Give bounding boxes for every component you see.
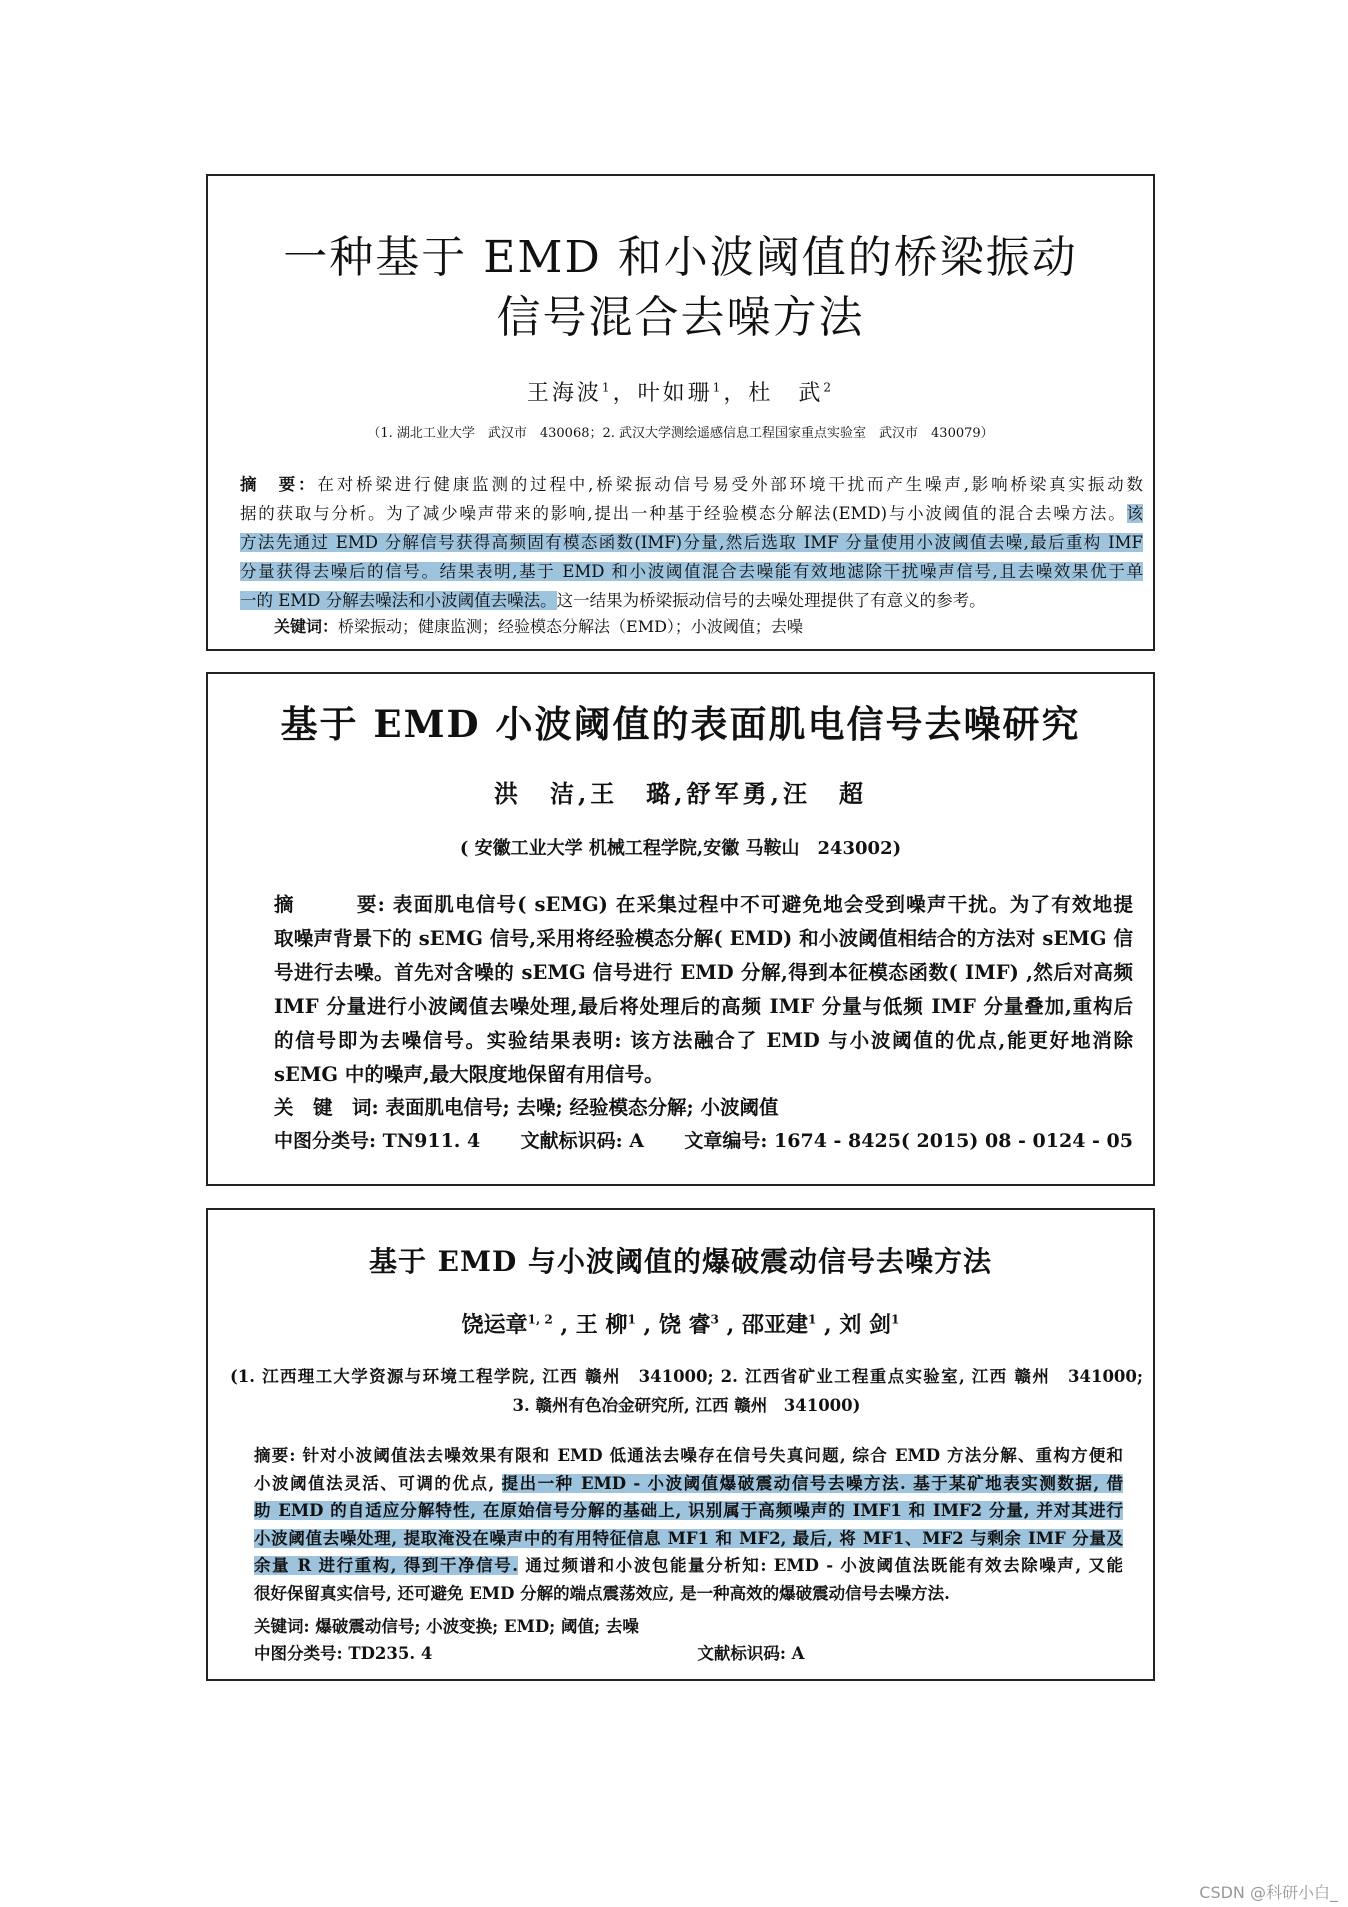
abstract-line	[254, 1442, 1123, 1470]
keywords-label: 关键词：	[274, 617, 339, 636]
abstract-text: 小波阈值法灵活、可调的优点,	[254, 1473, 502, 1493]
document-code: 文献标识码: A	[520, 1130, 645, 1152]
highlighted-text: 小波阈值去噪处理, 提取淹没在噪声中的有用特征信息 MF1 和 MF2, 最后, 将 MF1、MF2 与剩余 IMF 分量及	[254, 1528, 1123, 1548]
classification-row	[274, 1126, 1133, 1153]
paper-title	[208, 228, 1153, 348]
classification-row	[254, 1640, 804, 1664]
keywords-text: 表面肌电信号; 去噪; 经验模态分解; 小波阈值	[385, 1096, 779, 1119]
abstract-line	[240, 528, 1143, 557]
authors: 洪 洁,王 璐,舒军勇,汪 超	[493, 779, 868, 808]
abstract	[274, 888, 1133, 1092]
document-code: 文献标识码: A	[697, 1644, 805, 1663]
abstract-line	[254, 1580, 1123, 1608]
abstract-text: 表面肌电信号( sEMG) 在采集过程中不可避免地会受到噪声干扰。为了有效地提	[392, 893, 1133, 916]
affiliation: ( 安徽工业大学 机械工程学院,安徽 马鞍山 243002)	[459, 838, 902, 859]
abstract-line	[274, 1058, 1133, 1092]
paper-card-3	[206, 1208, 1155, 1681]
paper-title: 基于 EMD 小波阈值的表面肌电信号去噪研究	[280, 702, 1081, 746]
keywords	[274, 1092, 778, 1120]
affiliation: （1. 湖北工业大学 武汉市 430068；2. 武汉大学测绘遥感信息工程国家重点实验室 武汉市 430079）	[367, 426, 994, 441]
highlighted-text: 分量获得去噪后的信号。结果表明,基于 EMD 和小波阈值混合去噪能有效地滤除干扰噪声信号,且去噪效果优于单	[240, 562, 1143, 581]
abstract-line	[240, 557, 1143, 586]
author: 邵亚建$^1$	[741, 1312, 817, 1338]
clc-number: 中图分类号: TD235. 4	[254, 1644, 433, 1663]
abstract-text: 号进行去噪。首先对含噪的 sEMG 信号进行 EMD 分解,得到本征模态函数( IMF) ,然后对高频	[274, 961, 1133, 984]
abstract	[254, 1442, 1123, 1607]
abstract-line	[240, 586, 1143, 615]
affiliation-line: (1. 江西理工大学资源与环境工程学院, 江西 赣州 341000; 2. 江西省矿业工程重点实验室, 江西 赣州 341000;	[230, 1367, 1143, 1386]
abstract-line	[274, 1024, 1133, 1058]
authors: 王海波$^1$，叶如珊$^1$，杜 武$^2$	[526, 380, 835, 406]
keywords-label: 关键词:	[254, 1617, 316, 1636]
author: 饶运章$^{1, 2}$	[461, 1312, 553, 1338]
watermark: CSDN @科研小白_	[1199, 1883, 1338, 1902]
author-affiliation-mark: 1	[712, 380, 724, 395]
author-affiliation-mark: 2	[823, 380, 835, 395]
abstract-text: 的信号即为去噪信号。实验结果表明: 该方法融合了 EMD 与小波阈值的优点,能更好地消除	[274, 1029, 1133, 1052]
affiliation	[230, 1362, 1143, 1420]
abstract-line	[274, 956, 1133, 990]
authors: 饶运章$^{1, 2}$ , 王 柳$^1$ , 饶 睿$^3$ , 邵亚建$^1$ , 刘 剑$^1$	[461, 1312, 900, 1338]
abstract-text: 取噪声背景下的 sEMG 信号,采用将经验模态分解( EMD) 和小波阈值相结合的方法对 sEMG 信	[274, 927, 1133, 950]
abstract-text: 很好保留真实信号, 还可避免 EMD 分解的端点震荡效应, 是一种高效的爆破震动信号去噪方法.	[254, 1583, 950, 1603]
title-line: 信号混合去噪方法	[496, 292, 865, 343]
highlighted-text: 一的 EMD 分解去噪法和小波阈值去噪法。	[240, 591, 557, 610]
keywords-text: 桥梁振动；健康监测；经验模态分解法（EMD）；小波阈值；去噪	[338, 617, 803, 636]
author-affiliation-mark: 1	[627, 1312, 636, 1327]
abstract-text: 摘 要：	[240, 475, 318, 494]
abstract-line	[254, 1470, 1123, 1498]
abstract-line	[254, 1497, 1123, 1525]
keywords-label: 关 键 词:	[274, 1096, 386, 1119]
abstract-text: 摘 要:	[274, 893, 393, 916]
abstract-text: 摘要: 针对小波阈值法去噪效果有限和 EMD 低通法去噪存在信号失真问题, 综合 EMD 方法分解、重构方便和	[254, 1446, 1123, 1465]
paper-card-1	[206, 174, 1155, 651]
keywords	[274, 614, 803, 637]
abstract-text: 通过频谱和小波包能量分析知: EMD - 小波阈值法既能有效去除噪声, 又能	[518, 1556, 1124, 1575]
keywords	[254, 1613, 639, 1637]
author-affiliation-mark: 1	[891, 1312, 900, 1327]
abstract-line	[240, 470, 1143, 499]
highlighted-text: 余量 R 进行重构, 得到干净信号.	[254, 1556, 519, 1575]
affiliation-line: 3. 赣州有色冶金研究所, 江西 赣州 341000)	[512, 1396, 861, 1415]
keywords-text: 爆破震动信号; 小波变换; EMD; 阈值; 去噪	[315, 1617, 639, 1636]
abstract-line	[240, 499, 1143, 528]
title-line: 一种基于 EMD 和小波阈值的桥梁振动	[283, 232, 1078, 283]
highlighted-text: 提出一种 EMD - 小波阈值爆破震动信号去噪方法. 基于某矿地表实测数据, 借	[501, 1473, 1123, 1493]
author-affiliation-mark: 3	[710, 1312, 719, 1327]
abstract-line	[274, 888, 1133, 922]
paper-card-2	[206, 672, 1155, 1186]
highlighted-text: 助 EMD 的自适应分解特性, 在原始信号分解的基础上, 识别属于高频噪声的 IMF1 和 IMF2 分量, 并对其进行	[254, 1501, 1124, 1520]
abstract-text: sEMG 中的噪声,最大限度地保留有用信号。	[274, 1063, 664, 1086]
highlighted-text: 该	[1126, 504, 1143, 523]
author: 王 柳$^1$	[575, 1312, 636, 1338]
author-affiliation-mark: 1, 2	[527, 1312, 553, 1327]
author: 王海波$^1$	[526, 380, 613, 406]
author-affiliation-mark: 1	[601, 380, 613, 395]
abstract-text: 据的获取与分析。为了减少噪声带来的影响,提出一种基于经验模态分解法(EMD)与小波阈值的混合去噪方法。	[240, 504, 1127, 523]
abstract	[240, 470, 1143, 615]
abstract-text: 在对桥梁进行健康监测的过程中,桥梁振动信号易受外部环境干扰而产生噪声,影响桥梁真实振动数	[317, 475, 1144, 494]
abstract-line	[254, 1552, 1123, 1580]
abstract-line	[274, 990, 1133, 1024]
author: 杜 武$^2$	[748, 380, 835, 406]
abstract-line	[254, 1525, 1123, 1553]
highlighted-text: 方法先通过 EMD 分解信号获得高频固有模态函数(IMF)分量,然后选取 IMF 分量使用小波阈值去噪,最后重构 IMF	[240, 533, 1143, 552]
article-number: 文章编号: 1674 - 8425( 2015) 08 - 0124 - 05	[684, 1130, 1133, 1152]
author: 刘 剑$^1$	[839, 1312, 900, 1338]
abstract-text: 这一结果为桥梁振动信号的去噪处理提供了有意义的参考。	[556, 591, 986, 610]
clc-number: 中图分类号: TN911. 4	[274, 1130, 481, 1152]
paper-title: 基于 EMD 与小波阈值的爆破震动信号去噪方法	[368, 1245, 993, 1278]
abstract-text: IMF 分量进行小波阈值去噪处理,最后将处理后的高频 IMF 分量与低频 IMF 分量叠加,重构后	[274, 995, 1133, 1018]
author: 饶 睿$^3$	[658, 1312, 719, 1338]
author-affiliation-mark: 1	[807, 1312, 817, 1327]
author: 叶如珊$^1$	[637, 380, 724, 406]
abstract-line	[274, 922, 1133, 956]
